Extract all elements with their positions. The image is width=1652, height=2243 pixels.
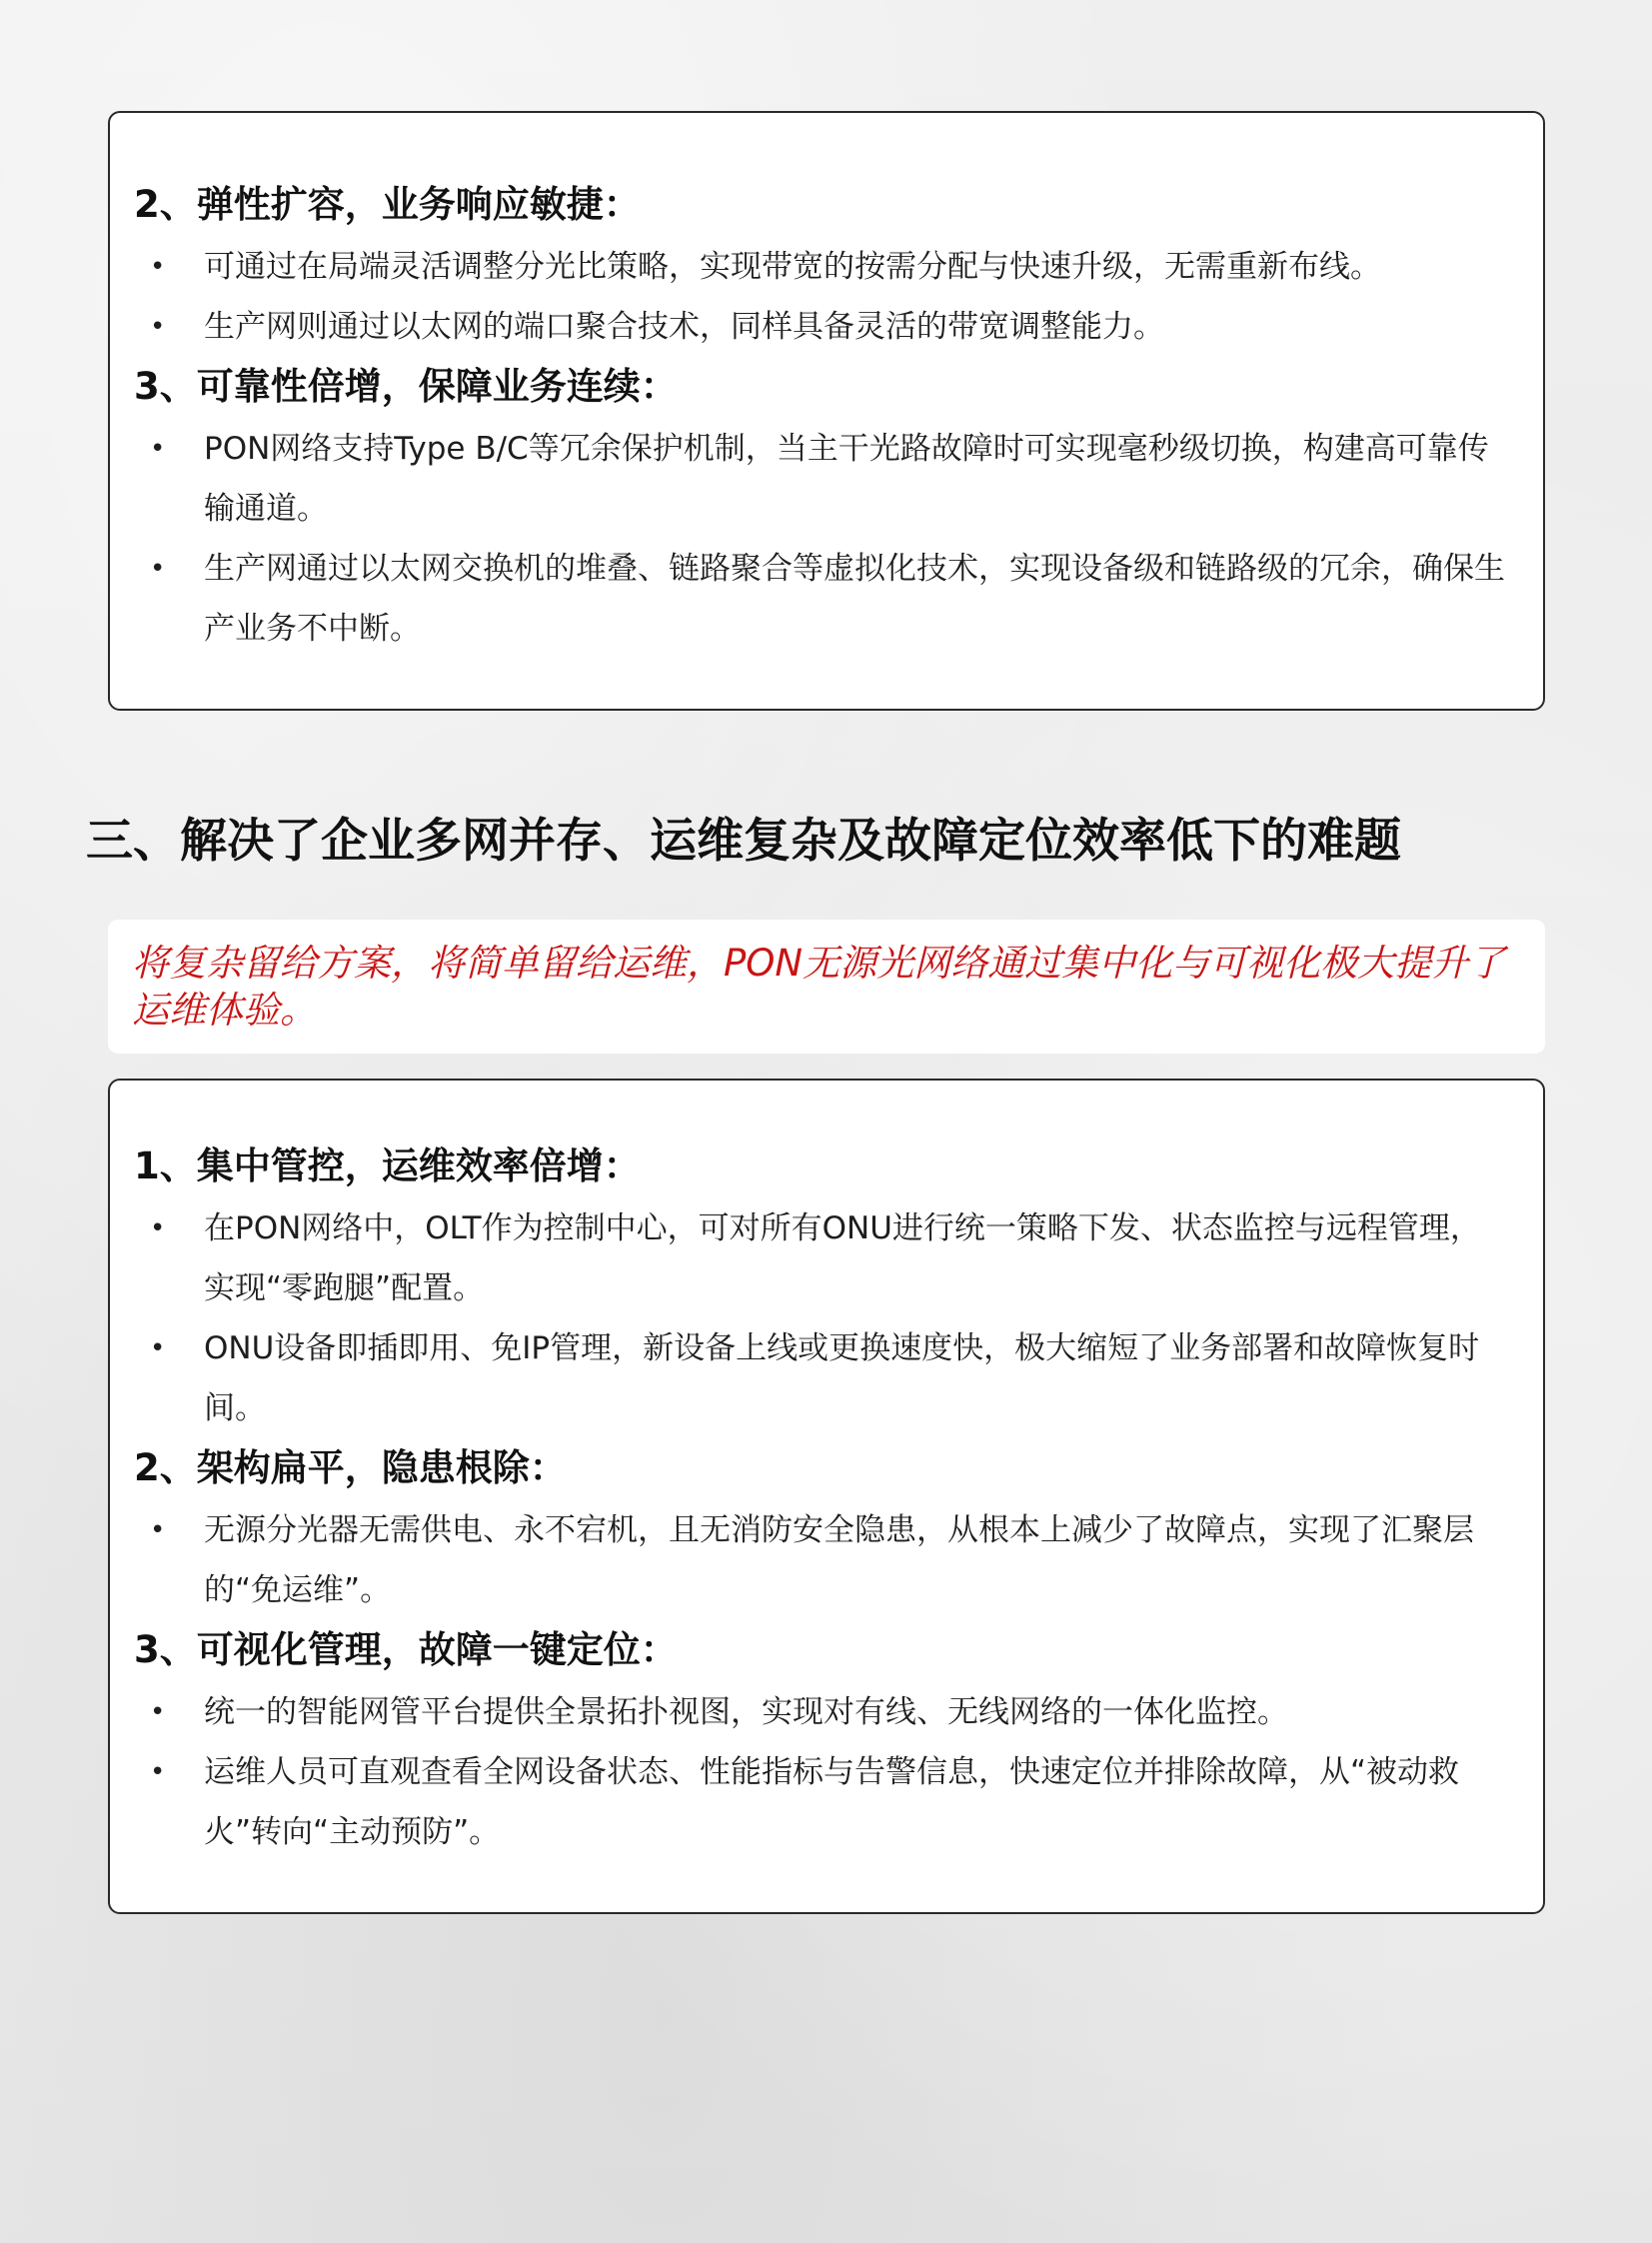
bullet-dot-icon: • bbox=[150, 252, 166, 282]
bullet-text: 生产网通过以太网交换机的堆叠、链路聚合等虚拟化技术，实现设备级和链路级的冗余，确保生产业务不中断。 bbox=[204, 551, 1505, 647]
feature-heading: 2、架构扁平，隐患根除： bbox=[134, 1446, 567, 1489]
bullet-list bbox=[134, 1500, 1507, 1620]
bullet-text: 可通过在局端灵活调整分光比策略，实现带宽的按需分配与快速升级，无需重新布线。 bbox=[204, 249, 1381, 285]
feature-heading: 3、可靠性倍增，保障业务连续： bbox=[134, 365, 678, 408]
feature-block bbox=[134, 183, 1507, 357]
feature-heading: 2、弹性扩容，业务响应敏捷： bbox=[134, 183, 641, 226]
quote-text: 将复杂留给方案，将简单留给运维，PON无源光网络通过集中化与可视化极大提升了运维体验。 bbox=[132, 942, 1506, 1032]
bullet-dot-icon: • bbox=[150, 1213, 166, 1243]
bullet-list bbox=[134, 419, 1507, 659]
bullet-dot-icon: • bbox=[150, 1757, 166, 1787]
bullet-dot-icon: • bbox=[150, 434, 166, 464]
feature-block bbox=[134, 365, 1507, 659]
bullet-item bbox=[134, 297, 1507, 357]
feature-card-bottom bbox=[108, 1079, 1545, 1914]
bullet-item bbox=[134, 419, 1507, 539]
bullet-list bbox=[134, 1682, 1507, 1862]
bullet-text: 运维人员可直观查看全网设备状态、性能指标与告警信息，快速定位并排除故障，从“被动救火”转向“主动预防”。 bbox=[204, 1754, 1460, 1850]
bullet-dot-icon: • bbox=[150, 1697, 166, 1727]
bullet-item bbox=[134, 1682, 1507, 1742]
bullet-dot-icon: • bbox=[150, 312, 166, 342]
bullet-item bbox=[134, 237, 1507, 297]
feature-heading: 3、可视化管理，故障一键定位： bbox=[134, 1628, 678, 1671]
feature-heading: 1、集中管控，运维效率倍增： bbox=[134, 1144, 641, 1187]
bullet-item bbox=[134, 1318, 1507, 1438]
bullet-text: 无源分光器无需供电、永不宕机，且无消防安全隐患，从根本上减少了故障点，实现了汇聚层的“免运维”。 bbox=[204, 1512, 1474, 1608]
bullet-dot-icon: • bbox=[150, 1333, 166, 1363]
bullet-text: 统一的智能网管平台提供全景拓扑视图，实现对有线、无线网络的一体化监控。 bbox=[204, 1694, 1288, 1730]
bullet-text: 在PON网络中，OLT作为控制中心，可对所有ONU进行统一策略下发、状态监控与远程管理，实现“零跑腿”配置。 bbox=[204, 1210, 1481, 1306]
bullet-dot-icon: • bbox=[150, 1515, 166, 1545]
bullet-item bbox=[134, 539, 1507, 659]
bullet-text: 生产网则通过以太网的端口聚合技术，同样具备灵活的带宽调整能力。 bbox=[204, 309, 1164, 345]
bullet-item bbox=[134, 1742, 1507, 1862]
bullet-item bbox=[134, 1500, 1507, 1620]
bullet-text: PON网络支持Type B/C等冗余保护机制，当主干光路故障时可实现毫秒级切换，构建高可靠传输通道。 bbox=[204, 431, 1489, 527]
feature-block bbox=[134, 1628, 1507, 1862]
feature-block bbox=[134, 1446, 1507, 1620]
quote-box bbox=[108, 920, 1545, 1054]
feature-card-top bbox=[108, 111, 1545, 711]
bullet-text: ONU设备即插即用、免IP管理，新设备上线或更换速度快，极大缩短了业务部署和故障恢复时间。 bbox=[204, 1330, 1480, 1426]
bullet-list bbox=[134, 1198, 1507, 1438]
bullet-dot-icon: • bbox=[150, 554, 166, 584]
bullet-list bbox=[134, 237, 1507, 357]
feature-block bbox=[134, 1144, 1507, 1438]
bullet-item bbox=[134, 1198, 1507, 1318]
section-title: 三、解决了企业多网并存、运维复杂及故障定位效率低下的难题 bbox=[86, 814, 1401, 869]
